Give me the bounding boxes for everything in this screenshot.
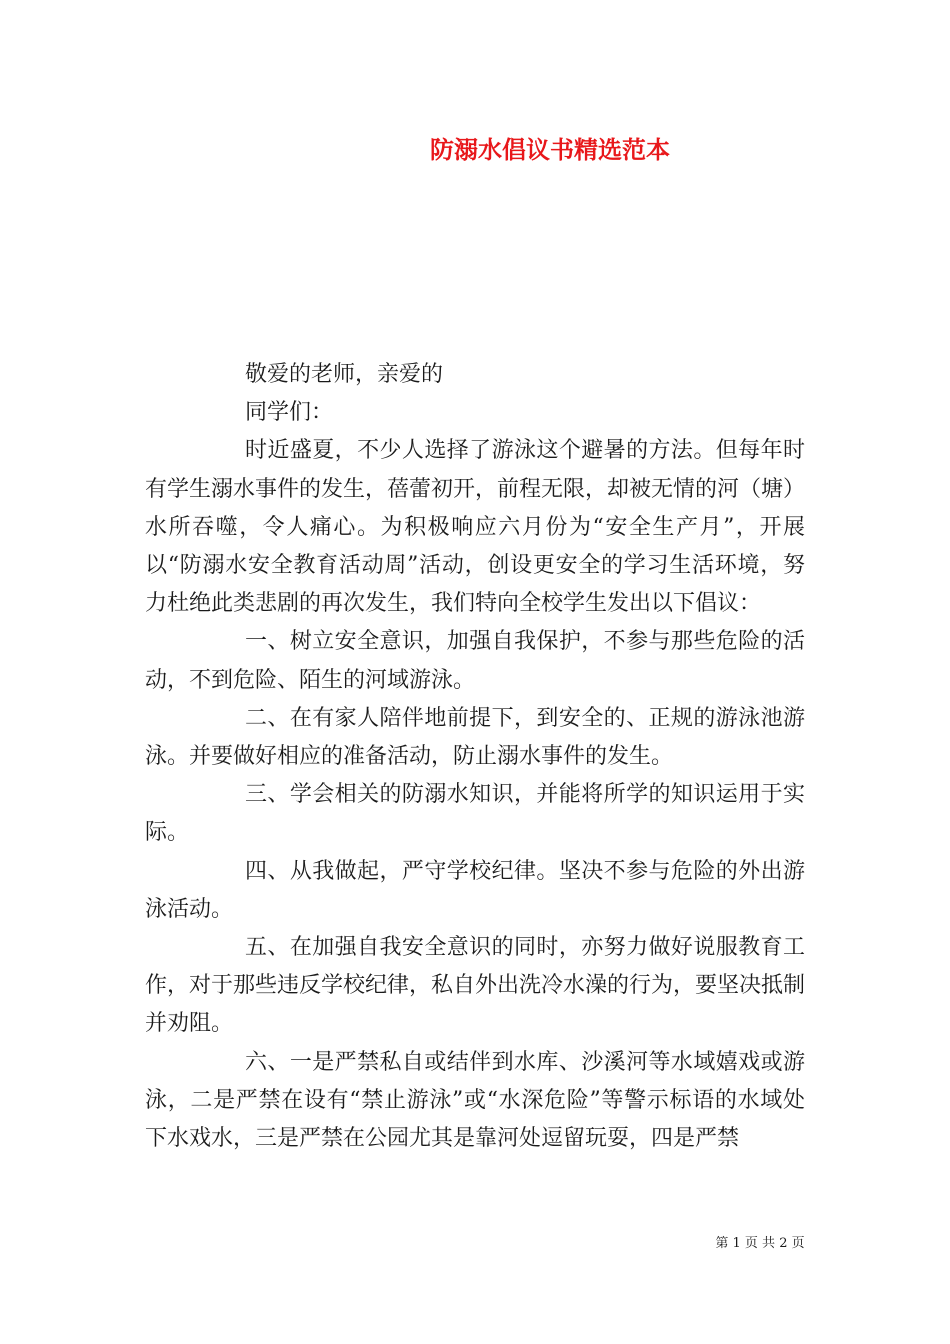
greeting-line-1: 敬爱的老师，亲爱的 (245, 362, 444, 387)
paragraph-item-1: 一、树立安全意识，加强自我保护，不参与那些危险的活动，不到危险、陌生的河域游泳。 (145, 629, 805, 693)
paragraph-item-6: 六、一是严禁私自或结伴到水库、沙溪河等水域嬉戏或游泳，二是严禁在设有“禁止游泳”或“水深危险”等警示标语的水域处下水戏水，三是严禁在公园尤其是靠河处逗留玩耍，四是严禁 (145, 1049, 805, 1152)
document-body (145, 356, 805, 1158)
paragraph-item-4: 四、从我做起，严守学校纪律。坚决不参与危险的外出游泳活动。 (145, 858, 805, 922)
paragraph-item-5: 五、在加强自我安全意识的同时，亦努力做好说服教育工作，对于那些违反学校纪律，私自外出洗冷水澡的行为，要坚决抵制并劝阻。 (145, 935, 806, 1037)
paragraph-item-3: 三、学会相关的防溺水知识，并能将所学的知识运用于实际。 (145, 782, 805, 846)
paragraph-item-2: 二、在有家人陪伴地前提下，到安全的、正规的游泳池游泳。并要做好相应的准备活动，防止溺水事件的发生。 (145, 705, 805, 770)
page-number-footer: 第 1 页 共 2 页 (715, 1236, 805, 1251)
document-title: 防溺水倡议书精选范本 (430, 135, 670, 164)
paragraph-intro: 时近盛夏，不少人选择了游泳这个避暑的方法。但每年时有学生溺水事件的发生，蓓蕾初开，前程无限，却被无情的河（塘）水所吞噬，令人痛心。为积极响应六月份为“安全生产月”，开展以“防溺水安全教育活动周”活动，创设更安全的学习生活环境，努力杜绝此类悲剧的再次发生，我们特向全校学生发出以下倡议： (145, 438, 806, 617)
greeting-line-2: 同学们： (245, 400, 334, 426)
